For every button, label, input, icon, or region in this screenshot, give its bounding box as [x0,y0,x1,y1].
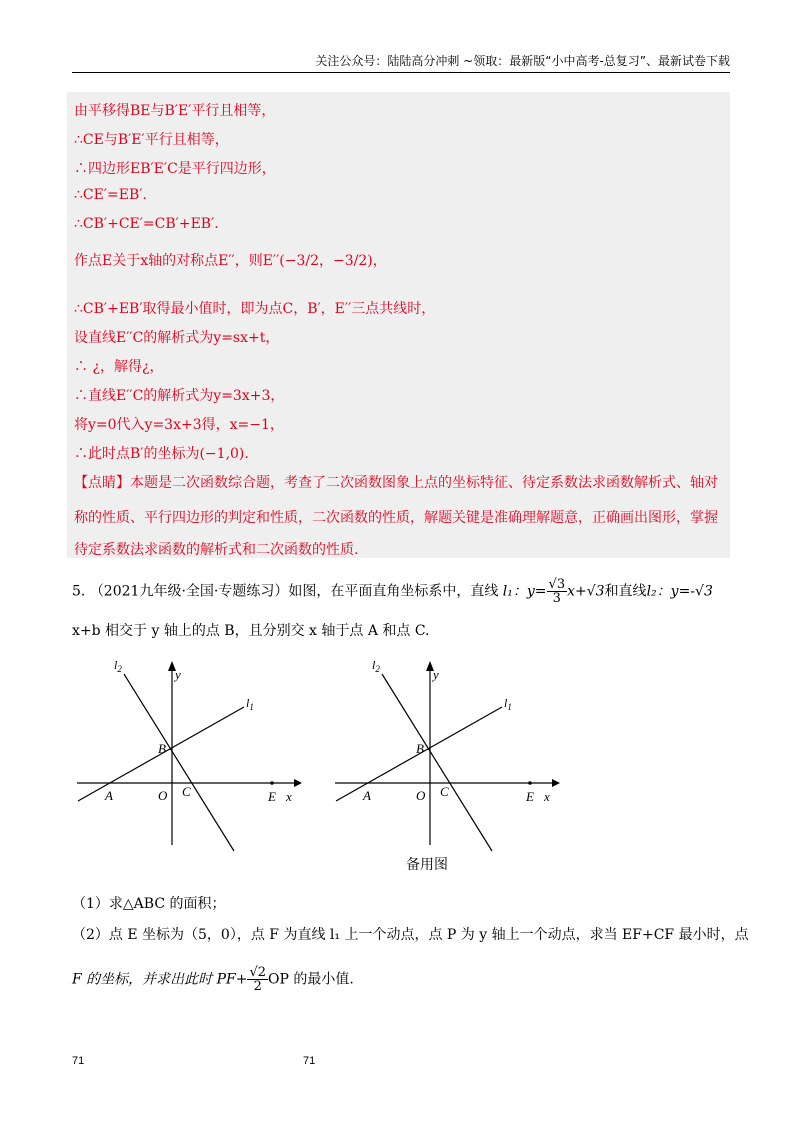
l1-label: $l_1$ [246,696,254,712]
fraction-numerator: √3 [548,577,566,592]
x-axis-label: x [544,789,550,804]
line-l2-eq: y=-√3 [670,583,713,600]
solution-line: ∴CB′+EB′取得最小值时，即为点C，B′，E′′三点共线时， [74,301,436,317]
fraction-sqrt2-over-2 [247,966,268,993]
point-c-label: C [440,784,449,799]
figure-caption: 备用图 [406,858,448,873]
x-axis-arrow [552,779,560,787]
page-number-left: 71 [72,1055,85,1067]
comment-text: 本题是二次函数综合题，考查了二次函数图象上点的坐标特征、待定系数法求函数解析式、轴对 [130,475,718,491]
coordinate-figure-backup [330,655,570,877]
point-b-label: B [158,741,166,756]
fraction-numerator: √2 [249,965,267,980]
question-part1: （1）求△ABC 的面积； [72,896,226,912]
comment-line: 待定系数法求函数的解析式和二次函数的性质. [74,542,359,558]
origin-label: O [416,788,426,803]
l2-label: $l_2$ [114,658,122,674]
y-axis-label: y [433,667,439,682]
point-e-label: E [268,789,276,804]
solution-line: 将y=0代入y=3x+3得，x=−1， [74,417,284,433]
question-part2-line2 [72,966,354,993]
solution-block [67,92,730,558]
question-source: （2021九年级·全国·专题练习） [89,583,289,600]
comment-tag: 【点睛】 [74,475,130,491]
part2-text-pre: F 的坐标，并求出此时 PF+ [72,971,248,988]
solution-line: ∴四边形EB′E′C是平行四边形， [74,161,276,177]
question-part2-line1: （2）点 E 坐标为（5，0），点 F 为直线 l₁ 上一个动点，点 P 为 y 轴上一个动点，求当 EF+CF 最小时，点 [72,927,749,943]
question-header [72,578,732,605]
line-l2-label: l₂： [646,583,671,600]
point-c-label: C [182,784,191,799]
point-e-label: E [526,789,534,804]
comment-line [74,472,718,492]
l2-label: $l_2$ [372,658,380,674]
point-e-dot [528,781,532,785]
page-header: 关注公众号：陆陆高分冲刺 ~领取：最新版“小中高考-总复习”、最新试卷下载 [72,52,730,73]
point-a-label: A [363,788,371,803]
origin-label: O [158,788,168,803]
solution-line: 作点E关于x轴的对称点E′′，则E′′(−3/2，−3/2)， [74,253,387,269]
l1-label: $l_1$ [504,696,512,712]
x-axis-arrow [294,779,302,787]
page-number-center: 71 [303,1055,316,1067]
line-l2 [124,674,234,851]
solution-line: 设直线E′′C的解析式为y=sx+t， [74,330,280,346]
line-l1-label: l₁： [502,583,527,600]
conjunction: 和直线 [604,583,647,600]
question-intro: 如图，在平面直角坐标系中，直线 [288,583,499,600]
solution-line: ∴ ¿，解得¿， [74,359,164,375]
y-axis-label: y [175,667,181,682]
solution-line: ∴CE′=EB′. [74,187,147,203]
coordinate-figure-main [72,655,312,855]
solution-line: ∴此时点B′的坐标为(−1,0). [74,446,249,462]
point-e-dot [270,781,274,785]
solution-line: ∴CB′+CE′=CB′+EB′. [74,216,219,232]
part2-text-post: OP 的最小值. [268,971,354,988]
x-axis-label: x [286,789,292,804]
fraction-denominator: 2 [253,979,262,994]
line-l1-eq-post: x+√3 [567,583,605,600]
fraction-sqrt3-over-3 [547,578,568,605]
fraction-denominator: 3 [552,591,561,606]
question-line2: x+b 相交于 y 轴上的点 B，且分别交 x 轴于点 A 和点 C. [72,623,430,639]
solution-line: ∴直线E′′C的解析式为y=3x+3， [74,388,285,404]
point-b-label: B [416,741,424,756]
comment-line: 称的性质、平行四边形的判定和性质，二次函数的性质，解题关键是准确理解题意，正确画出图形，掌握 [74,510,718,526]
solution-line: 由平移得BE与B′E′平行且相等， [74,103,276,119]
question-number: 5. [72,583,86,600]
line-l1-eq-pre: y= [526,583,547,600]
solution-line: ∴CE与B′E′平行且相等， [74,132,229,148]
point-a-label: A [105,788,113,803]
line-l2 [382,674,492,851]
